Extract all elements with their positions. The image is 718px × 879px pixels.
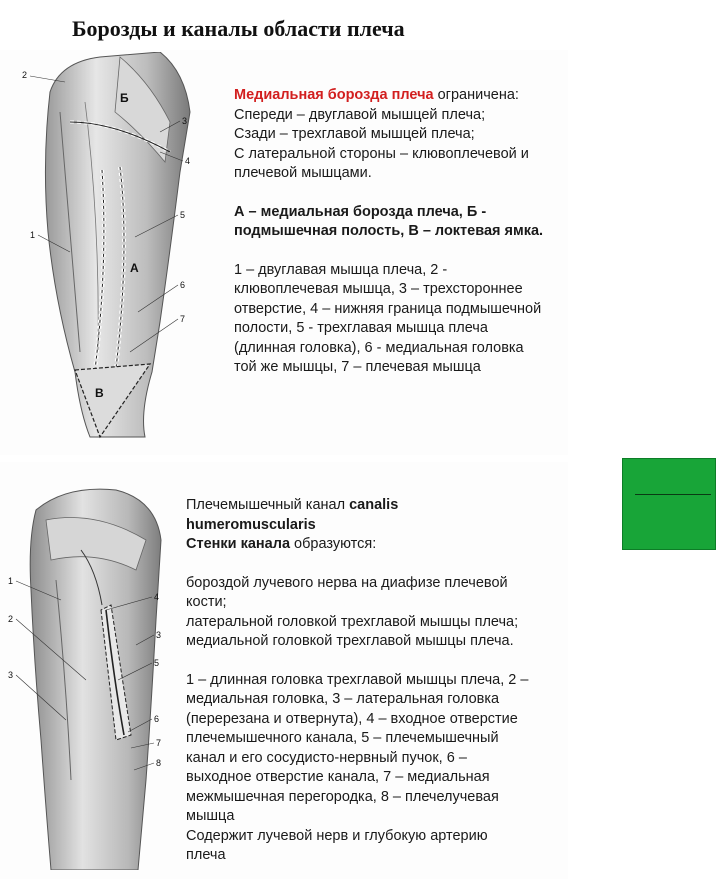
canal-title-latin-2: humeromuscularis bbox=[186, 516, 316, 533]
fig-label-4: 4 bbox=[185, 156, 191, 166]
fig-label-1: 1 bbox=[8, 576, 14, 586]
fig-label-7: 7 bbox=[180, 314, 186, 324]
canal-legend-line: (перерезана и отвернута), 4 – входное отверстие bbox=[186, 710, 518, 727]
fig-label-6: 6 bbox=[154, 714, 160, 724]
fig-label-a-letter: А bbox=[130, 261, 139, 275]
canal-legend-line: плечемышечного канала, 5 – плечемышечный bbox=[186, 730, 499, 746]
canal-wall-line: латеральной головкой трехглавой мышцы плеча; bbox=[186, 613, 519, 630]
medial-groove-legend-line: отверстие, 4 – нижняя граница подмышечной bbox=[234, 300, 542, 317]
fig-label-5: 5 bbox=[154, 658, 160, 668]
canal-contains-line: плеча bbox=[186, 847, 226, 863]
canal-title-line bbox=[186, 496, 566, 516]
fig-label-1: 1 bbox=[30, 230, 36, 240]
medial-groove-line: Спереди – двуглавой мышцей плеча; bbox=[234, 106, 486, 123]
canal-walls-heading-bold: Стенки канала bbox=[186, 536, 291, 552]
page-title: Борозды и каналы области плеча bbox=[72, 16, 405, 41]
fig-label-v-letter: В bbox=[95, 386, 104, 400]
fig-label-3: 3 bbox=[8, 670, 14, 680]
medial-groove-legend-line: полости, 5 - трехглавая мышца плеча bbox=[234, 320, 488, 336]
canal-walls-heading bbox=[186, 535, 566, 555]
medial-groove-legend-line: (длинная головка), 6 - медиальная головка bbox=[234, 339, 524, 356]
canal-wall-line: бороздой лучевого нерва на диафизе плечевой bbox=[186, 574, 508, 591]
fig-label-b-letter: Б bbox=[120, 91, 129, 105]
medial-groove-illustration bbox=[20, 52, 200, 442]
canal-legend-line: выходное отверстие канала, 7 – медиальная bbox=[186, 769, 490, 785]
canal-legend-line: 1 – длинная головка трехглавой мышцы плеча, 2 – bbox=[186, 671, 529, 688]
canal-wall-line: медиальной головкой трехглавой мышцы плеча. bbox=[186, 633, 514, 649]
fig-label-2: 2 bbox=[8, 614, 14, 624]
fig-label-6: 6 bbox=[180, 280, 186, 290]
medial-groove-text bbox=[234, 86, 564, 378]
canal-legend-line: мышца bbox=[186, 808, 235, 824]
medial-groove-bold-line: А – медиальная борозда плеча, Б - bbox=[234, 203, 487, 220]
green-box-divider bbox=[635, 494, 711, 495]
canal-text bbox=[186, 496, 566, 866]
humeromuscular-canal-illustration bbox=[6, 480, 176, 870]
fig-label-2: 2 bbox=[22, 70, 28, 80]
canal-wall-line: кости; bbox=[186, 594, 227, 610]
fig-label-4: 4 bbox=[154, 592, 160, 602]
canal-walls-heading-rest: образуются: bbox=[290, 536, 377, 552]
fig-label-8: 8 bbox=[156, 758, 162, 768]
canal-title-latin: canalis bbox=[349, 497, 399, 513]
fig-label-7: 7 bbox=[156, 738, 162, 748]
medial-groove-legend-line: 1 – двуглавая мышца плеча, 2 - bbox=[234, 261, 448, 278]
medial-groove-line: плечевой мышцами. bbox=[234, 165, 372, 181]
canal-legend-line: канал и его сосудисто-нервный пучок, 6 – bbox=[186, 749, 467, 766]
canal-contains-line: Содержит лучевой нерв и глубокую артерию bbox=[186, 827, 488, 844]
green-side-box[interactable] bbox=[622, 458, 716, 550]
canal-title-plain: Плечемышечный канал bbox=[186, 497, 350, 513]
canal-legend-line: межмышечная перегородка, 8 – плечелучевая bbox=[186, 788, 499, 805]
medial-groove-line: Сзади – трехглавой мышцей плеча; bbox=[234, 126, 475, 142]
medial-groove-legend-line: той же мышцы, 7 – плечевая мышца bbox=[234, 359, 481, 375]
fig-label-5: 5 bbox=[180, 210, 186, 220]
canal-legend-line: медиальная головка, 3 – латеральная головка bbox=[186, 691, 500, 707]
medial-groove-legend-line: клювоплечевая мышца, 3 – трехстороннее bbox=[234, 281, 523, 297]
fig-label-3: 3 bbox=[182, 116, 188, 126]
medial-groove-bold-line: подмышечная полость, В – локтевая ямка. bbox=[234, 223, 544, 239]
medial-groove-heading bbox=[234, 86, 564, 106]
medial-groove-heading-accent: Медиальная борозда плеча bbox=[234, 87, 434, 103]
fig-label-3-right: 3 bbox=[156, 630, 162, 640]
medial-groove-heading-rest: ограничена: bbox=[433, 87, 519, 103]
medial-groove-line: С латеральной стороны – клювоплечевой и bbox=[234, 145, 529, 162]
